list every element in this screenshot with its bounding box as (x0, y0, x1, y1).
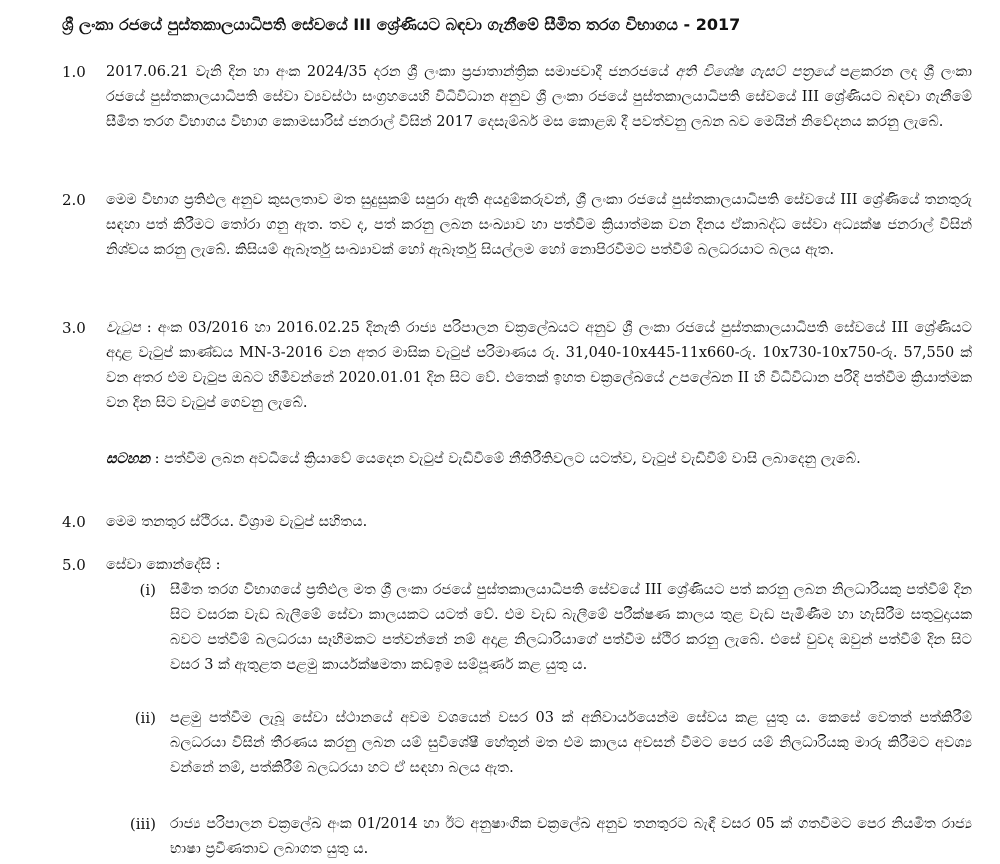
section-number-5: 5.0 (62, 556, 86, 574)
section-1-text-b: පළකරන ලද ශ්‍රී ලංකා රජයේ පුස්තකාලයාධිපති සේවා ව්‍යවස්ථා සංග්‍රහයෙහි විධිවිධාන අනුව ශ්‍රී ලංකා රජයේ පුස්තකාලයාධිපති සේවයේ III ශ්‍රේණියට බඳවා ගැනීමේ සීමිත තරග විභාගය විභාග කොමසාරිස් ජනරාල් විසින් 2017 දෙසැම්බර් මස කොළඹ දී පවත්වනු ලබන බව මෙයින් නිවේදනය කරනු ලැබේ. (106, 64, 972, 130)
section-3-note (106, 446, 972, 472)
condition-iii-text: රාජ්‍ය පරිපාලන චක්‍රලේඛ අංක 01/2014 හා ඊට අනුෂාංගික චක්‍රලේඛ අනුව තනතුරට බැඳී වසර 05 ක් ගතවීමට පෙර නියමිත රාජ්‍ය භාෂා ප්‍රවීණතාව ලබාගත යුතු ය. (170, 816, 972, 857)
note-label: සටහන (106, 450, 151, 467)
section-1-gazette-italic: අති විශේෂ ගැසට් පත්‍රයේ (675, 64, 834, 80)
condition-i-text: සීමිත තරග විභාගයේ ප්‍රතිඵල මත ශ්‍රී ලංකා රජයේ පුස්තකාලයාධිපති සේවයේ III ශ්‍රේණියට පත් කරනු ලබන නිලධාරියකු පත්වීම් දින සිට වසරක වැඩ බැලීමේ සේවා කාලයකට යටත් වේ. එම වැඩ බැලීමේ පරීක්ෂණ කාලය තුළ වැඩ පැමිණීම හා හැසිරීම සතුටුදායක බවට පත්වීම් බලධරයා සෑහීමකට පත්වන්නේ නම් අදාළ නිලධාරියාගේ පත්වීම ස්ථිර කරනු ලැබේ. එසේ වුවද ඔවුන් පත්වීම් දින සිට වසර 3 ක් ඇතුළත පළමු කාර්යක්ෂමතා කඩඉම සම්පූර්ණ කළ යුතු ය. (170, 582, 972, 673)
section-1-text (106, 60, 972, 135)
condition-number-ii: (ii) (134, 709, 156, 727)
section-number-3: 3.0 (62, 319, 86, 337)
condition-ii-text: පළමු පත්වීම ලැබූ සේවා ස්ථානයේ අවම වශයෙන් වසර 03 ක් අනිවාර්යයෙන්ම සේවය කළ යුතු ය. කෙසේ වෙතත් පත්කිරීම් බලධරයා විසින් තීරණය කරනු ලබන යම් සුවිශේෂී හේතූන් මත එම කාලය අවසන් වීමට පෙර යම් නිලධාරියකු මාරු කිරීමට අවශ්‍ය වන්නේ නම්, පත්කිරීම් බලධරයා හට ඒ සඳහා බලය ඇත. (170, 710, 972, 776)
section-5-heading: සේවා කොන්දේසි : (106, 557, 221, 573)
notice-title: ශ්‍රී ලංකා රජයේ පුස්තකාලයාධිපති සේවයේ III ශ්‍රේණියට බඳවා ගැනීමේ සීමිත තරග විභාගය - 2017 (62, 15, 741, 34)
section-1-text-a: 2017.06.21 වැනි දින හා අංක 2024/35 දරන ශ්‍රී ලංකා ප්‍රජාතාන්ත්‍රික සමාජවාදී ජනරජයේ (106, 64, 676, 80)
condition-number-iii: (iii) (129, 815, 156, 833)
note-text: : පත්වීම ලබන අවධියේ ක්‍රියාවේ යෙදෙන වැටුප් වැඩිවීමේ නීතිරීතිවලට යටත්ව, වැටුප් වැඩිවීම් වාසි ලබාදෙනු ලැබේ. (150, 451, 861, 467)
section-3-text (106, 316, 972, 416)
condition-number-i: (i) (139, 581, 156, 599)
section-4-text: මෙම තනතුර ස්ථිරය. විශ්‍රාම වැටුප් සහිතය. (106, 514, 368, 530)
section-number-1: 1.0 (62, 63, 86, 81)
section-number-2: 2.0 (62, 191, 86, 209)
section-number-4: 4.0 (62, 513, 86, 531)
salary-label: වැටුප (106, 320, 141, 336)
salary-text: : අංක 03/2016 හා 2016.02.25 දිනැති රාජ්‍ය පරිපාලන චක්‍රලේඛයට අනුව ශ්‍රී ලංකා රජයේ පුස්තකාලයාධිපති සේවයේ III ශ්‍රේණියට අදාළ වැටුප් කාණ්ඩය MN-3-2016 වන අතර මාසික වැටුප් පරිමාණය රු. 31,040-10x445-11x660-රු. 10x730-10x750-රු. 57,550 ක් වන අතර එම වැටුප ඔබට හිමිවන්නේ 2020.01.01 දින සිට වේ. එතෙක් ඉහත චක්‍රලේඛයේ උපලේඛන II හි විධිවිධාන පරිදි පත්වීම ක්‍රියාත්මක වන දින සිට වැටුප් ගෙවනු ලැබේ. (106, 320, 972, 411)
section-2-text: මෙම විභාග ප්‍රතිඵල අනුව කුසලතාව මත සුදුසුකම් සපුරා ඇති අයදුම්කරුවන්, ශ්‍රී ලංකා රජයේ පුස්තකාලයාධිපති සේවයේ III ශ්‍රේණියේ තනතුරු සඳහා පත් කිරීමට තෝරා ගනු ඇත. තව ද, පත් කරනු ලබන සංඛ්‍යාව හා පත්වීම ක්‍රියාත්මක වන දිනය ඒකාබද්ධ සේවා අධ්‍යක්ෂ ජනරාල් විසින් නිශ්චය කරනු ලැබේ. කිසියම් ඇබෑර්තු සංඛ්‍යාවක් හෝ ඇබෑර්තු සියල්ලම හෝ නොපිරවීමට පත්වීම් බලධරයාට බලය ඇත. (106, 192, 972, 258)
